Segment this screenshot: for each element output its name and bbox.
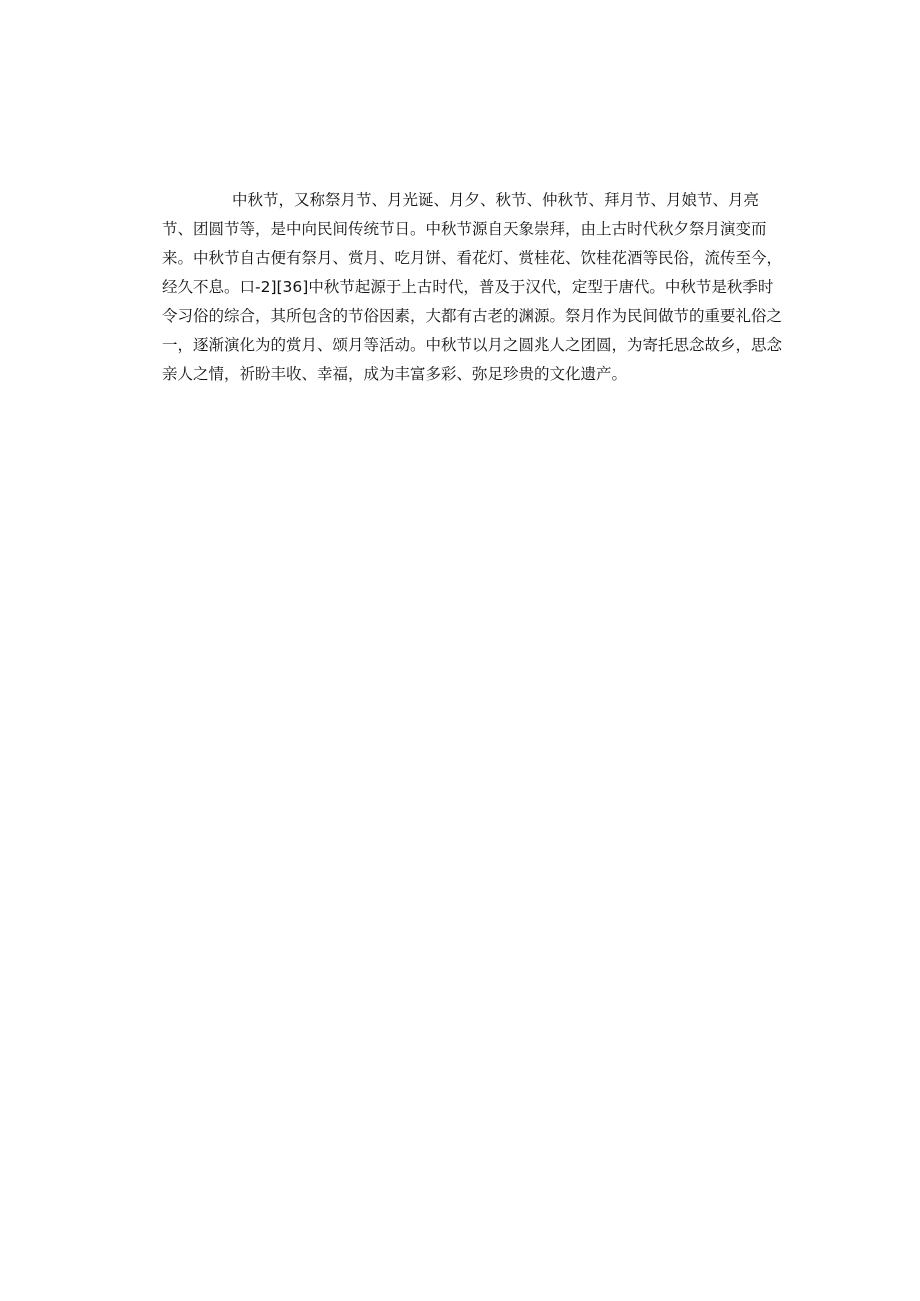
paragraph-line: 一，逐渐演化为的赏月、颂月等活动。中秋节以月之圆兆人之团圆，为寄托思念故乡，思念 — [162, 336, 783, 354]
paragraph-line: 来。中秋节自古便有祭月、赏月、吃月饼、看花灯、赏桂花、饮桂花酒等民俗，流传至今， — [162, 249, 783, 267]
paragraph-line: 节、团圆节等，是中向民间传统节日。中秋节源自天象崇拜，由上古时代秋夕祭月演变而 — [162, 220, 767, 238]
paragraph-line: 经久不息。口-2][36]中秋节起源于上古时代，普及于汉代，定型于唐代。中秋节是秋季时 — [162, 278, 774, 296]
paragraph-line: 亲人之情，祈盼丰收、幸福，成为丰富多彩、弥足珍贵的文化遗产。 — [162, 365, 628, 383]
paragraph-line: 令习俗的综合，其所包含的节俗因素，大都有古老的渊源。祭月作为民间做节的重要礼俗之 — [162, 307, 783, 325]
paragraph-line: 中秋节，又称祭月节、月光诞、月夕、秋节、仲秋节、拜月节、月娘节、月亮 — [232, 191, 760, 209]
body-paragraph — [162, 186, 782, 389]
